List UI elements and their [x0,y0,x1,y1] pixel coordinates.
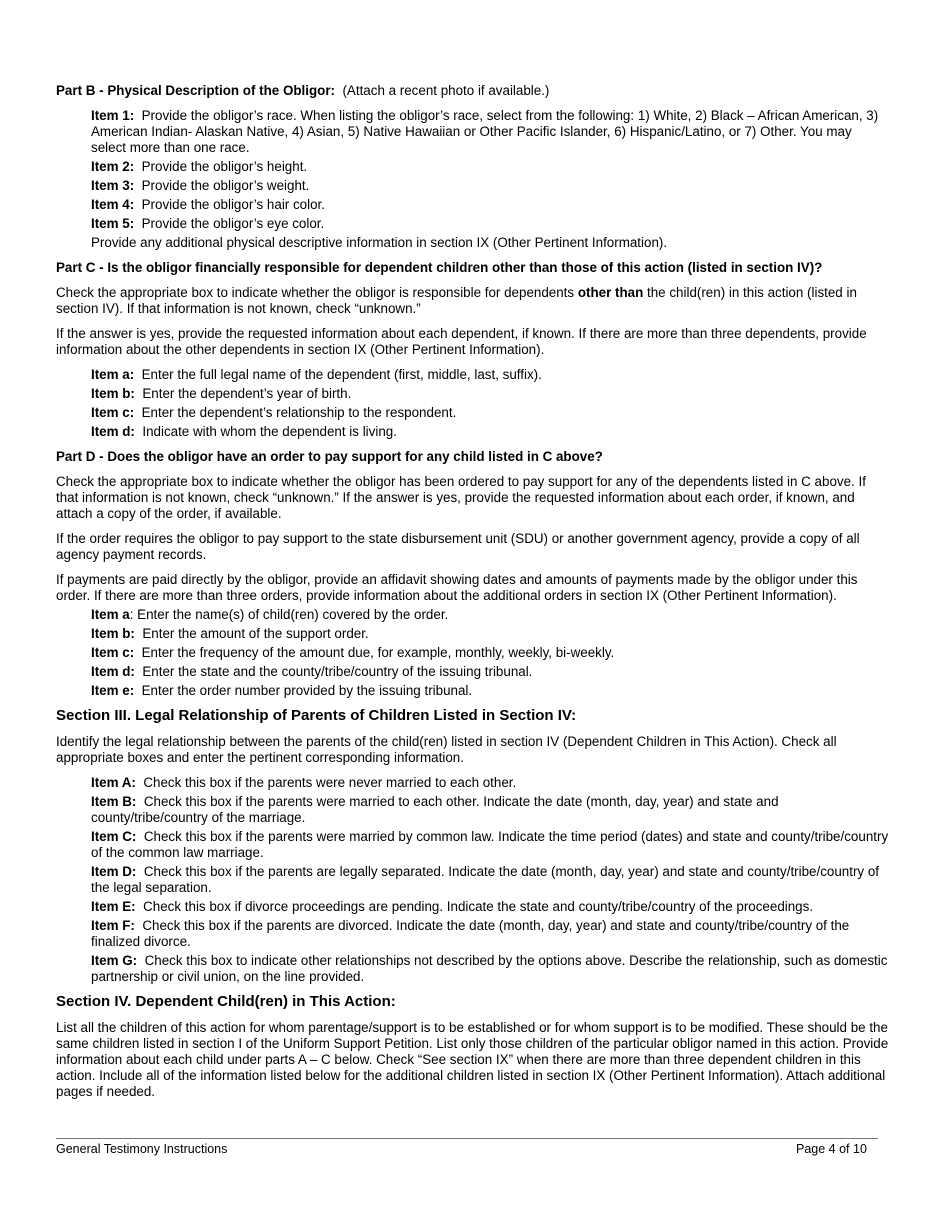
page-content [56,83,890,1109]
item-label: Item 2: [91,159,135,174]
section-3-item-f [91,918,890,950]
item-text: Enter the frequency of the amount due, for example, monthly, weekly, bi-weekly. [141,645,615,660]
footer-divider [56,1138,878,1139]
section-3-item-c [91,829,890,861]
part-b-closing: Provide any additional physical descriptive information in section IX (Other Pertinent Information). [91,235,668,250]
part-b-item-2 [91,159,890,175]
section-4-title: Section IV. Dependent Child(ren) in This Action: [56,993,396,1010]
item-label: Item d: [91,664,135,679]
item-label: Item D: [91,864,137,879]
part-c-item-a [91,367,890,383]
part-c-p1-pre: Check the appropriate box to indicate whether the obligor is responsible for dependents [56,285,578,300]
part-d-item-c [91,645,890,661]
item-label: Item b: [91,386,135,401]
part-c-title: Part C - Is the obligor financially responsible for dependent children other than those of this action (listed in section IV)? [56,260,823,275]
item-text: Enter the dependent’s year of birth. [142,386,352,401]
item-text: Enter the full legal name of the dependent (first, middle, last, suffix). [141,367,542,382]
part-b-note: (Attach a recent photo if available.) [342,83,550,98]
item-label: Item b: [91,626,135,641]
item-label: Item d: [91,424,135,439]
section-3-item-d [91,864,890,896]
item-label: Item A: [91,775,136,790]
section-3-item-a [91,775,890,791]
part-d-paragraph-2: If the order requires the obligor to pay support to the state disbursement unit (SDU) or another government agency, provide a copy of all agency payment records. [56,531,860,562]
part-d-items [56,607,890,699]
footer-document-title: General Testimony Instructions [56,1142,228,1156]
item-label: Item a: [91,367,135,382]
part-d-item-a [91,607,890,623]
item-label: Item G: [91,953,138,968]
item-text: Indicate with whom the dependent is living. [142,424,397,439]
part-d-paragraph-3: If payments are paid directly by the obligor, provide an affidavit showing dates and amounts of payments made by the obligor under this order. If there are more than three orders, provide information about the additional orders in section IX (Other Pertinent Information). [56,572,858,603]
item-text: Check this box if the parents are divorced. Indicate the date (month, day, year) and state and county/tribe/country of the finalized divorce. [91,918,850,949]
item-label: Item c: [91,645,135,660]
section-3-items [56,775,890,985]
item-label: Item 1: [91,108,135,123]
item-text: : Enter the name(s) of child(ren) covered by the order. [129,607,449,622]
item-text: Check this box if the parents are legally separated. Indicate the date (month, day, year) and state and county/tribe/country of the legal separation. [91,864,880,895]
item-label: Item B: [91,794,137,809]
item-text: Enter the amount of the support order. [142,626,369,641]
part-b-item-3 [91,178,890,194]
part-c-item-c [91,405,890,421]
part-d-title: Part D - Does the obligor have an order to pay support for any child listed in C above? [56,449,603,464]
item-text: Check this box if the parents were never married to each other. [143,775,517,790]
part-c-item-d [91,424,890,440]
part-b-title: Part B - Physical Description of the Obligor: [56,83,336,98]
item-label: Item E: [91,899,136,914]
part-b-heading [56,83,890,99]
item-label: Item 4: [91,197,135,212]
part-c-p1-bold: other than [577,285,644,300]
item-text: Enter the state and the county/tribe/country of the issuing tribunal. [142,664,533,679]
part-c-item-b [91,386,890,402]
part-d-item-d [91,664,890,680]
item-text: Check this box to indicate other relationships not described by the options above. Describe the relationship, such as domestic partnership or civil union, on the line provided. [91,953,888,984]
part-b-items [56,108,890,251]
section-3-title: Section III. Legal Relationship of Parents of Children Listed in Section IV: [56,707,577,724]
part-b-item-4 [91,197,890,213]
item-label: Item e: [91,683,135,698]
section-3-item-e [91,899,890,915]
part-c-p1-post: the child(ren) in this action (listed in section IV). If that information is not known, check “unknown.” [56,285,857,316]
section-4-intro: List all the children of this action for whom parentage/support is to be established or for whom support is to be modified. These should be the same children listed in section I of the Uniform Support Petition. List only those children of the particular obligor named in this action. Provide information about each child under parts A – C below. Check “See section IX” when there are more than three dependent children in this action. Include all of the information listed below for the additional children listed in section IX (Other Pertinent Information). Attach additional pages if needed. [56,1020,889,1099]
item-label: Item 5: [91,216,135,231]
part-d-item-e [91,683,890,699]
item-label: Item 3: [91,178,135,193]
section-3-item-b [91,794,890,826]
item-text: Provide the obligor’s height. [141,159,308,174]
part-b-item-1 [91,108,890,156]
item-label: Item F: [91,918,135,933]
item-label: Item a [91,607,130,622]
item-text: Provide the obligor’s weight. [141,178,310,193]
part-d-item-b [91,626,890,642]
item-label: Item c: [91,405,135,420]
item-text: Check this box if the parents were married to each other. Indicate the date (month, day, year) and state and county/tribe/country of the marriage. [91,794,779,825]
item-text: Check this box if divorce proceedings are pending. Indicate the state and county/tribe/country of the proceedings. [143,899,814,914]
part-c-items [56,367,890,440]
section-3-item-g [91,953,890,985]
item-text: Enter the dependent’s relationship to the respondent. [141,405,457,420]
part-c-paragraph-2: If the answer is yes, provide the requested information about each dependent, if known. If there are more than three dependents, provide information about the other dependents in section IX (Other Pertinent Information). [56,326,867,357]
part-d-paragraph-1: Check the appropriate box to indicate whether the obligor has been ordered to pay support for any of the dependents listed in C above. If that information is not known, check “unknown.” If the answer is yes, provide the requested information about each order, if known, and attach a copy of the order, if available. [56,474,866,521]
item-text: Enter the order number provided by the issuing tribunal. [141,683,473,698]
item-label: Item C: [91,829,137,844]
item-text: Provide the obligor’s race. When listing the obligor’s race, select from the following: 1) White, 2) Black – African American, 3) American Indian- Alaskan Native, 4) Asian, 5) Native Hawaiian or Other Pacific Islander, 6) Hispanic/Latino, or 7) Other. You may select more than one race. [91,108,879,155]
part-c-paragraph-1 [56,285,890,317]
part-b-item-5 [91,216,890,232]
item-text: Check this box if the parents were married by common law. Indicate the time period (dates) and state and county/tribe/country of the common law marriage. [91,829,889,860]
section-3-intro: Identify the legal relationship between the parents of the child(ren) listed in section IV (Dependent Children in This Action). Check all appropriate boxes and enter the pertinent corresponding information. [56,734,837,765]
footer-page-number: Page 4 of 10 [796,1142,867,1156]
item-text: Provide the obligor’s hair color. [141,197,325,212]
item-text: Provide the obligor’s eye color. [141,216,325,231]
